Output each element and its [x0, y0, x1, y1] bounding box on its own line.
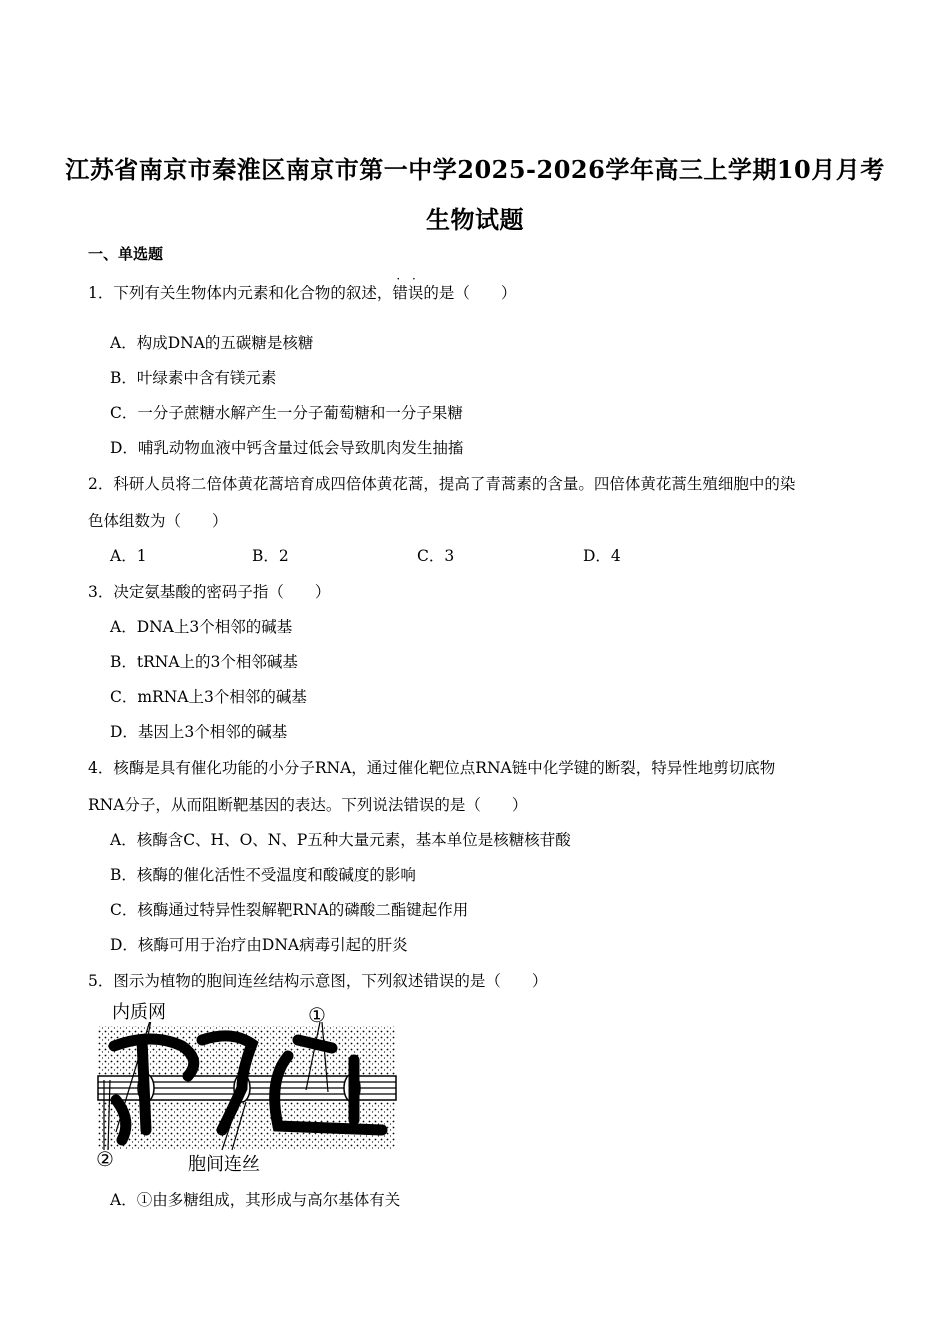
question-1-option-d: D．哺乳动物血液中钙含量过低会导致肌肉发生抽搐 — [110, 439, 464, 457]
question-3-stem: 3．决定氨基酸的密码子指（ ） — [88, 583, 331, 601]
question-2-option-a: A．1 — [110, 547, 147, 565]
question-4-option-d: D．核酶可用于治疗由DNA病毒引起的肝炎 — [110, 936, 408, 954]
page-title-line2: 生物试题 — [426, 205, 524, 234]
question-2-option-b: B．2 — [252, 547, 289, 565]
question-1-option-b: B．叶绿素中含有镁元素 — [110, 369, 277, 387]
emphasis-mark: 错误 · · — [392, 284, 423, 302]
question-4-stem-line2: RNA分子，从而阻断靶基因的表达。下列说法错误的是（ ） — [88, 796, 528, 814]
question-1-stem: 1．下列有关生物体内元素和化合物的叙述，错误 · ·的是（ ） — [88, 281, 516, 303]
question-5-stem: 5．图示为植物的胞间连丝结构示意图，下列叙述错误的是（ ） — [88, 972, 548, 990]
question-3-option-c: C．mRNA上3个相邻的碱基 — [110, 688, 307, 706]
question-3-option-a: A．DNA上3个相邻的碱基 — [110, 618, 293, 636]
question-4-option-c: C．核酶通过特异性裂解靶RNA的磷酸二酯键起作用 — [110, 901, 469, 919]
question-5-option-a: A．①由多糖组成，其形成与高尔基体有关 — [110, 1191, 401, 1209]
question-1-option-c: C．一分子蔗糖水解产生一分子葡萄糖和一分子果糖 — [110, 404, 463, 422]
question-3-option-b: B．tRNA上的3个相邻碱基 — [110, 653, 298, 671]
question-1-option-a: A．构成DNA的五碳糖是核糖 — [110, 334, 314, 352]
question-3-option-d: D．基因上3个相邻的碱基 — [110, 723, 288, 741]
question-2-stem-line1: 2．科研人员将二倍体黄花蒿培育成四倍体黄花蒿，提高了青蒿素的含量。四倍体黄花蒿生殖细胞中的染 — [88, 475, 796, 493]
label-er: 内质网 — [112, 1002, 166, 1023]
question-2-stem-line2: 色体组数为（ ） — [88, 512, 228, 530]
question-4-option-a: A．核酶含C、H、O、N、P五种大量元素，基本单位是核糖核苷酸 — [110, 831, 571, 849]
plasmodesmata-diagram — [92, 1000, 402, 1180]
label-mark-2: ② — [96, 1147, 114, 1171]
label-plasmodesmata: 胞间连丝 — [188, 1154, 260, 1175]
question-4-stem-line1: 4．核酶是具有催化功能的小分子RNA，通过催化靶位点RNA链中化学键的断裂，特异性地剪切底物 — [88, 759, 776, 777]
question-2-option-c: C．3 — [417, 547, 455, 565]
section-heading: 一、单选题 — [88, 245, 164, 263]
page-title-line1: 江苏省南京市秦淮区南京市第一中学2025-2026学年高三上学期10月月考 — [65, 155, 885, 184]
question-4-option-b: B．核酶的催化活性不受温度和酸碱度的影响 — [110, 866, 416, 884]
label-mark-1: ① — [308, 1003, 326, 1027]
question-2-option-d: D．4 — [583, 547, 621, 565]
